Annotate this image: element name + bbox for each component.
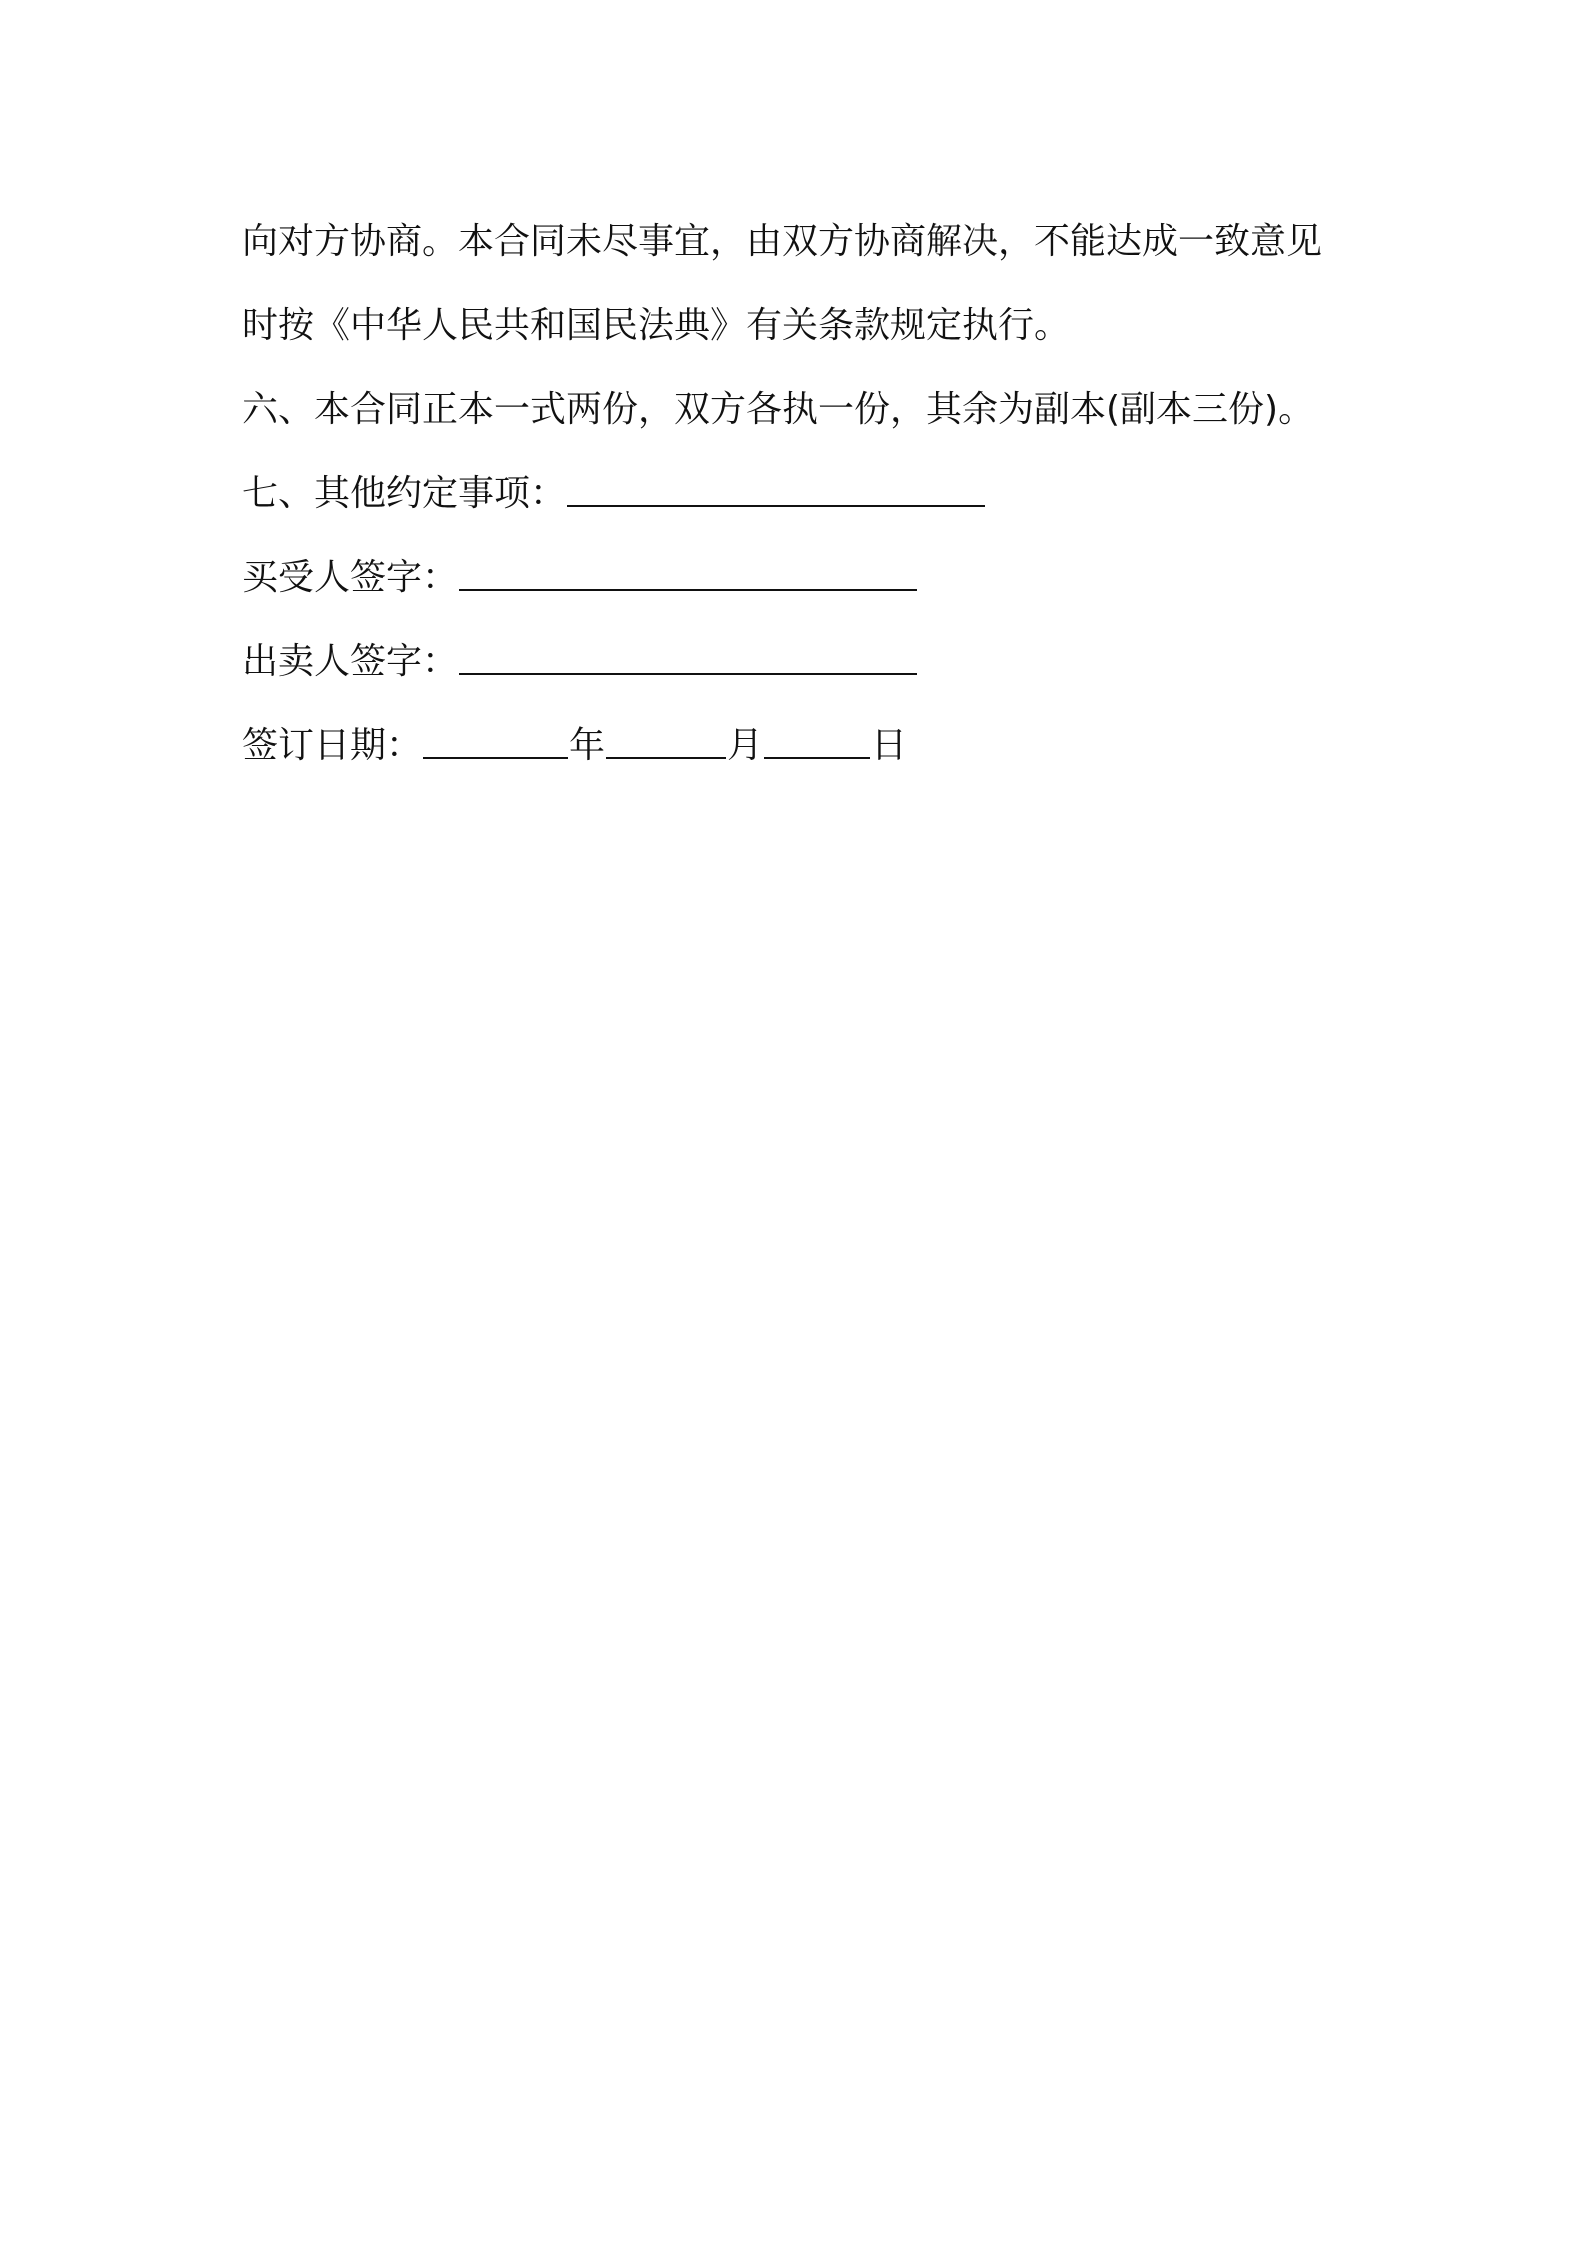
buyer-signature-label: 买受人签字： [242, 557, 459, 598]
document-body [242, 200, 1362, 788]
clause-seven [242, 452, 1362, 536]
clause-six: 六、本合同正本一式两份，双方各执一份，其余为副本(副本三份)。 [242, 389, 1315, 430]
seller-signature-label: 出卖人签字： [242, 641, 459, 682]
sign-date-row [242, 704, 1362, 788]
sign-date-label: 签订日期： [242, 725, 423, 766]
other-terms-label: 七、其他约定事项： [242, 473, 567, 514]
sign-date-day-label: 日 [871, 725, 908, 766]
paragraph-line-2: 时按《中华人民共和国民法典》有关条款规定执行。 [242, 305, 1071, 346]
seller-signature-blank[interactable] [459, 633, 917, 675]
buyer-signature-blank[interactable] [459, 549, 917, 591]
sign-date-month-label: 月 [727, 725, 764, 766]
paragraph-line-1: 向对方协商。本合同未尽事宜，由双方协商解决，不能达成一致意见 [242, 221, 1323, 262]
sign-date-year-blank[interactable] [423, 717, 568, 759]
sign-date-year-label: 年 [569, 725, 606, 766]
sign-date-month-blank[interactable] [606, 717, 726, 759]
seller-signature-row [242, 620, 1362, 704]
other-terms-blank[interactable] [567, 465, 985, 507]
buyer-signature-row [242, 536, 1362, 620]
sign-date-day-blank[interactable] [764, 717, 870, 759]
